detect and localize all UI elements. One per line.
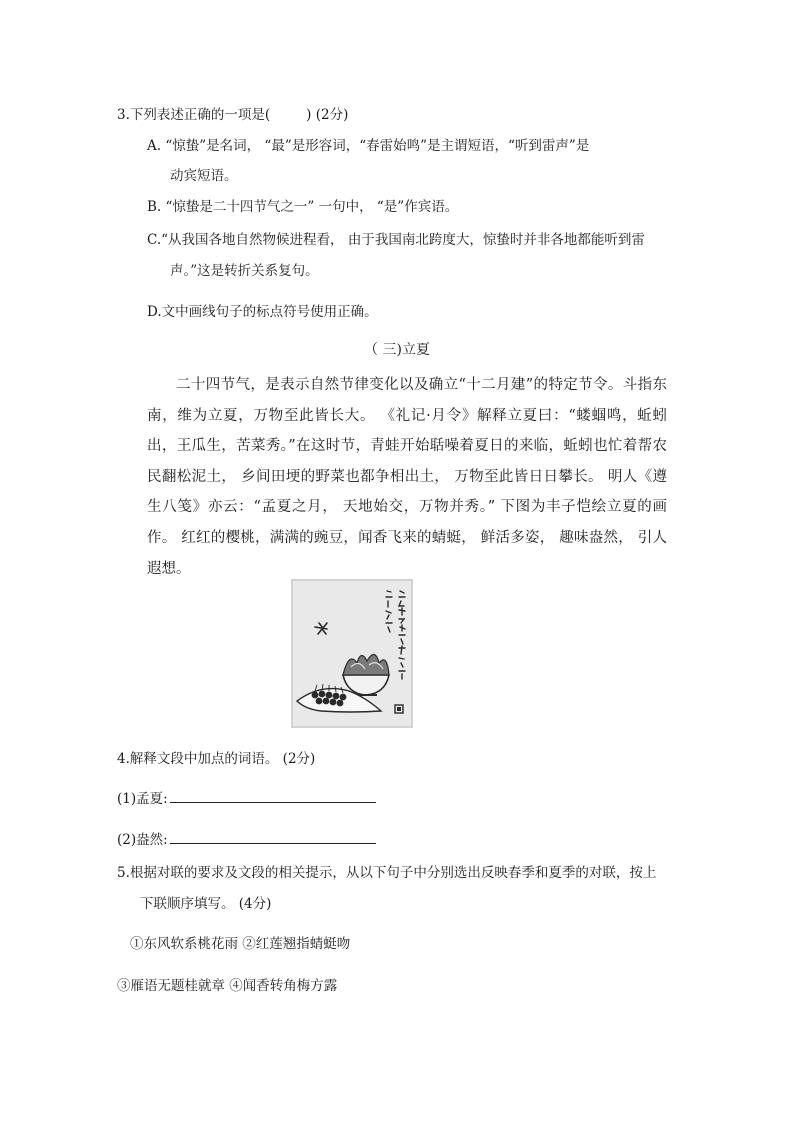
q3-stem: 3.下列表述正确的一项是( ) (2分) [117,107,349,123]
answer-blank-1[interactable] [170,790,376,803]
q5-stem-line1: 5.根据对联的要求及文段的相关提示，从以下句子中分别选出反映春季和夏季的对联，按上 [117,865,657,881]
q3-option-b: B. “惊蛰是二十四节气之一” 一句中， “是”作宾语。 [147,199,459,215]
pea-bowl-icon [343,654,389,695]
q3-option-c-line2: 声。”这是转折关系复句。 [170,263,319,279]
q3-option-a-line2: 动宾短语。 [170,168,238,184]
q5-stem-line2: 下联顺序填写。 (4分) [140,896,272,912]
section-paragraph: 二十四节气，是表示自然节律变化以及确立“十二月建”的特定节令。斗指东南，维为立夏，万物至此皆长大。 《礼记·月令》解释立夏曰：“蝼蝈鸣，蚯蚓出，王瓜生，苦菜秀。”在这时节，青蛙开始聒噪着夏日的来临，蚯蚓也忙着帮农民翻松泥土， 乡间田埂的野菜也都争相出土， 万物至此皆日日攀长。 明人《遵生八笺》亦云：“孟夏之月， 天地始交，万物并秀。” 下图为丰子恺绘立夏的画作。 红红的樱桃，满满的豌豆，闻香飞来的蜻蜓， 鲜活多姿， 趣味盎然， 引人遐想。 [147,377,667,577]
q3-option-c-line1: C.“从我国各地自然物候进程看， 由于我国南北跨度大，惊蛰时并非各地都能听到雷 [147,232,645,248]
q4-item-1: (1)孟夏: [117,789,376,809]
q3-option-d: D.文中画线句子的标点符号使用正确。 [147,304,378,320]
answer-blank-2[interactable] [170,831,376,844]
q4-stem: 4.解释文段中加点的词语。 (2分) [117,751,316,767]
q5-choices-line1: ①东风软系桃花雨 ②红莲翘指蜻蜓吻 [130,936,351,952]
painting-image [291,579,413,728]
q4-item-2: (2)盎然: [117,830,376,850]
section-title: （ 三)立夏 [364,342,430,358]
q3-option-a-line1: A. “惊蛰”是名词， “最”是形容词，“春雷始鸣”是主谓短语，“听到雷声”是 [147,138,590,154]
lixia-painting-illustration [291,579,413,728]
q5-choices-line2: ③雁语无题桂就章 ④闻香转角梅方露 [117,978,338,994]
